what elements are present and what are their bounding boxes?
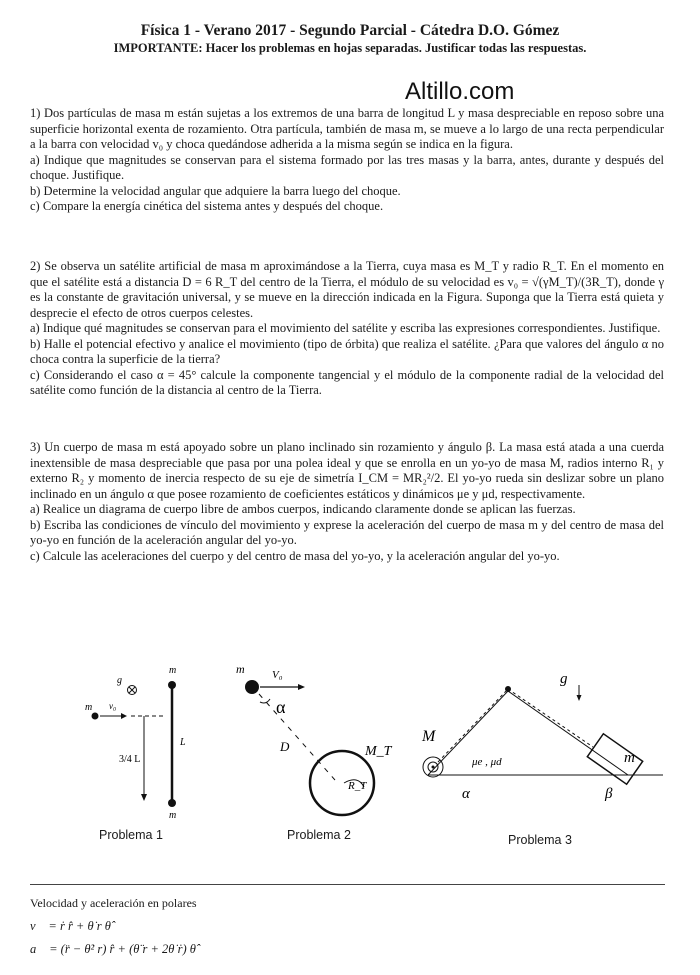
- problem-item: a) Indique qué magnitudes se conservan para el movimiento del satélite y escriba las expresiones correspondientes. Justifique.: [30, 321, 661, 335]
- label-D: D: [280, 739, 290, 754]
- label-L: L: [180, 737, 186, 748]
- problem-item: b) Halle el potencial efectivo y analice el movimiento (tipo de órbita) que realiza el satélite. ¿Para que valores del ángulo α no choca contra la superficie de la tierra?: [30, 336, 664, 366]
- label-alpha: α: [462, 786, 470, 802]
- mass-top: [168, 681, 176, 689]
- mass-bottom: [168, 799, 176, 807]
- problem-item: a) Realice un diagrama de cuerpo libre de ambos cuerpos, indicando claramente donde se aplican las fuerzas.: [30, 502, 576, 516]
- label-m-bottom: m: [169, 810, 177, 821]
- distance-line: [259, 694, 335, 780]
- label-m-top: m: [169, 665, 177, 676]
- label-mu: μe , μd: [472, 756, 502, 768]
- problem-2: [30, 259, 664, 399]
- velocity-equation: v⃗ = ṙ r̂ + θ̇ r θ̂: [30, 919, 111, 933]
- problem-statement: 2) Se observa un satélite artificial de masa m aproximándose a la Tierra, cuya masa es M_T y radio R_T. En el momento en que el satélite está a distancia D = 6 R_T del centro de la Tierra, el módulo de su velocidad es v₀ = √(γM_T)/(3R_T), donde γ es la constante de gravitación universal, y se mueve en la dirección indicada en la Figura. Suponga que la Tierra está quieta y desprecie el efecto de otros cuerpos celestes.: [30, 259, 664, 320]
- figure-problem-2: [232, 655, 392, 825]
- caption-problem-1: Problema 1: [99, 828, 163, 842]
- footer-title: Velocidad y aceleración en polares: [30, 896, 197, 910]
- label-m: m: [236, 662, 245, 676]
- problem-item: c) Considerando el caso α = 45° calcule la componente tangencial y el módulo de la componente radial de la velocidad del satélite como función de la distancia al centro de la Tierra.: [30, 367, 664, 397]
- problem-item: c) Compare la energía cinética del sistema antes y después del choque.: [30, 199, 384, 213]
- label-m-left: m: [85, 702, 93, 713]
- page-title: Física 1 - Verano 2017 - Segundo Parcial - Cátedra D.O. Gómez: [140, 22, 560, 39]
- string-left: [438, 689, 508, 762]
- block-incline: [508, 691, 628, 775]
- problem-item: a) Indique que magnitudes se conservan para el sistema formado por las tres masas y la barra, antes, durante y después del choque. Justifique.: [30, 152, 664, 182]
- label-RT: R_T: [348, 780, 367, 792]
- figure-problem-1: [75, 655, 215, 825]
- watermark: Altillo.com: [405, 78, 515, 105]
- label-M: M: [422, 728, 436, 745]
- problem-3: [30, 440, 664, 564]
- satellite: [245, 680, 259, 694]
- problem-statement: 1) Dos partículas de masa m están sujetas a los extremos de una barra de longitud L y masa despreciable en reposo sobre una superficie horizontal exenta de rozamiento. Otra partícula, también de masa m, se mueve a lo largo de una recta perpendicular a la barra con velocidad v₀ y choca quedándose adherida a la misma según se indica en la figura.: [30, 106, 664, 151]
- label-m: m: [624, 750, 635, 766]
- label-alpha: α: [276, 697, 286, 717]
- divider: [30, 884, 665, 885]
- figure-problem-3: [408, 655, 668, 825]
- problem-item: c) Calcule las aceleraciones del cuerpo y del centro de masa del yo-yo, y la aceleración angular del yo-yo.: [30, 548, 560, 563]
- label-g: g: [117, 675, 122, 686]
- incoming-mass: [92, 713, 99, 720]
- caption-problem-3: Problema 3: [508, 833, 572, 847]
- label-v0: V₀: [272, 669, 283, 681]
- problem-item: b) Determine la velocidad angular que adquiere la barra luego del choque.: [30, 183, 401, 198]
- problem-1: [30, 106, 664, 215]
- label-v0: v₀: [109, 701, 117, 711]
- label-3-4L: 3/4 L: [119, 754, 141, 765]
- problem-statement: 3) Un cuerpo de masa m está apoyado sobre un plano inclinado sin rozamiento y ángulo β. La masa está atada a una cuerda inextensible de masa despreciable que pasa por una polea ideal y que se enrolla en un yo-yo de masa M, radios interno R₁ y externo R₂ y momento de inercia respecto de su eje de simetría I_CM = MR₂²/2. El yo-yo rueda sin deslizar sobre un plano inclinado en un ángulo α que posee rozamiento de coeficientes estáticos y dinámicos μe y μd, respectivamente.: [30, 440, 664, 501]
- label-g: g: [560, 671, 568, 687]
- acceleration-equation: a⃗ = (r̈ − θ̇² r) r̂ + (θ̈ r + 2θ̇ ṙ) θ̂: [30, 942, 196, 956]
- page-subtitle: IMPORTANTE: Hacer los problemas en hojas separadas. Justificar todas las respuestas.: [113, 41, 587, 55]
- problem-item: b) Escriba las condiciones de vínculo del movimiento y exprese la aceleración del cuerpo de masa m y del centro de masa del yo-yo en función de la aceleración angular del yo-yo.: [30, 517, 664, 547]
- label-beta: β: [605, 786, 613, 802]
- caption-problem-2: Problema 2: [287, 828, 351, 842]
- label-MT: M_T: [365, 744, 392, 759]
